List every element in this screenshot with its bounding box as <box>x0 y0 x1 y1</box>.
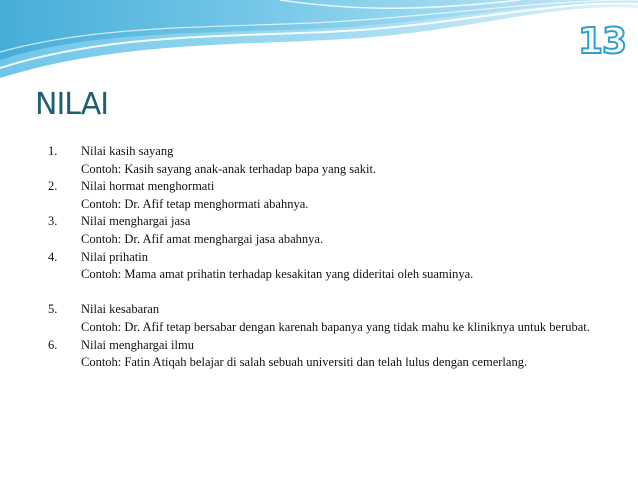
item-example: Contoh: Kasih sayang anak-anak terhadap bapa yang sakit. <box>81 161 377 176</box>
item-label: Nilai kasih sayang <box>81 144 174 158</box>
list-item <box>48 301 608 319</box>
item-label: Nilai kesabaran <box>81 302 160 317</box>
list-item <box>48 337 608 355</box>
item-label: Nilai prihatin <box>81 249 148 264</box>
item-example: Contoh: Mama amat prihatin terhadap kesakitan yang dideritai oleh suaminya. <box>81 267 474 282</box>
item-example: Contoh: Dr. Afif tetap bersabar dengan karenah bapanya yang tidak mahu ke kliniknya untuk berubat. <box>81 319 590 334</box>
item-example: Contoh: Dr. Afif tetap menghormati abahnya. <box>81 196 309 211</box>
item-example: Contoh: Fatin Atiqah belajar di salah sebuah universiti dan telah lulus dengan cemerlang. <box>81 355 528 370</box>
item-number: 4. <box>48 249 58 264</box>
page-title: NILAI <box>35 87 109 122</box>
list-item <box>48 178 608 196</box>
list-item <box>48 213 608 231</box>
item-label: Nilai hormat menghormati <box>81 179 215 194</box>
item-label: Nilai menghargai jasa <box>81 214 191 229</box>
spacer <box>48 284 608 302</box>
item-example: Contoh: Dr. Afif amat menghargai jasa abahnya. <box>81 231 324 246</box>
item-number: 1. <box>48 144 58 158</box>
item-label: Nilai menghargai ilmu <box>81 337 194 352</box>
item-number: 3. <box>48 214 58 229</box>
list-item <box>48 249 608 267</box>
values-list <box>48 143 608 372</box>
item-number: 2. <box>48 179 58 194</box>
header-wave-decoration <box>0 0 638 80</box>
list-item <box>48 143 608 161</box>
slide-number: 13 <box>578 21 627 62</box>
item-number: 6. <box>48 337 58 352</box>
item-number: 5. <box>48 302 58 317</box>
